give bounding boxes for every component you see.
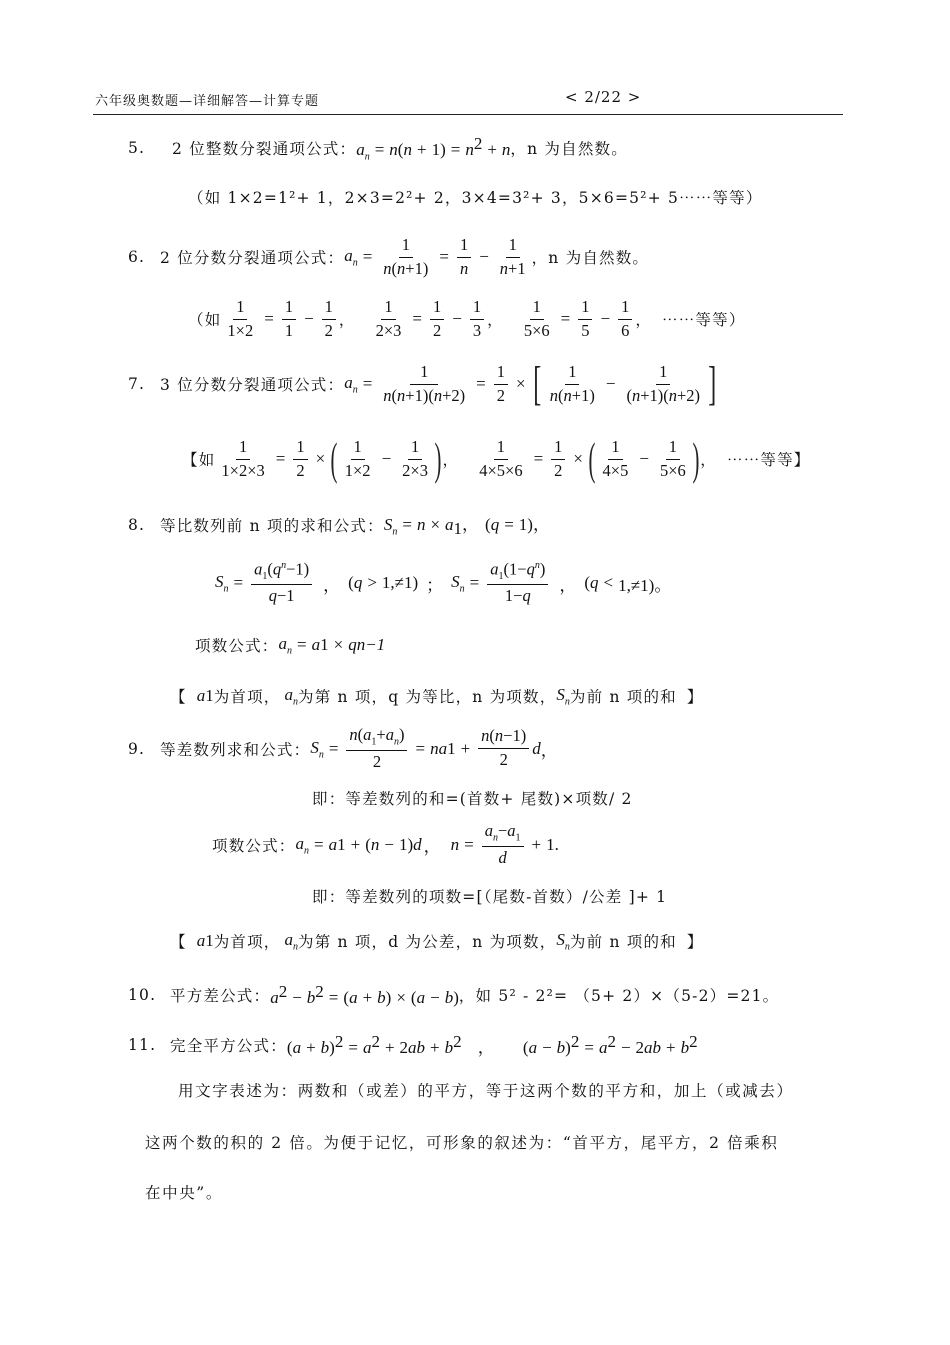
item-5-number: 5. — [128, 139, 146, 158]
item-9-legend-open: 【 — [170, 933, 187, 952]
item-6-example: （如 $\frac{1}{1\times 2}$ = $\frac{1}{1}$ − $\frac{1}{2}$ ， $\frac{1}{2\times 3}$ = $\frac{1}{2}$ − $\frac{1}{3}$ ， $\frac{1}{5\times 6}$ = $\frac{1}{5}$ − $\frac{1}{6}$ ， ⋯⋯等等） — [188, 297, 746, 340]
item-8-label: 等比数列前 n 项的求和公式： — [160, 516, 384, 535]
item-8-term-label: 项数公式： — [195, 637, 279, 656]
item-5-label: 2 位整数分裂通项公式： — [172, 140, 357, 159]
item-7-example-close: ⋯⋯等等】 — [727, 451, 811, 469]
item-7-label: 3 位分数分裂通项公式： — [160, 376, 345, 394]
item-6-tail: ，n 为自然数。 — [531, 249, 650, 268]
item-7-example-open: 【如 — [182, 451, 216, 469]
item-11-paragraph-line-1: 用文字表述为：两数和（或差）的平方，等于这两个数的平方和，加上（或减去） — [178, 1082, 794, 1100]
item-6-formula: $a_n$ = $\frac{1}{n(n+1)}$ = $\frac{1}{n}$ − $\frac{1}{n+1}$ — [344, 235, 526, 278]
item-11-paragraph-line-2: 这两个数的积的 2 倍。为便于记忆，可形象的叙述为：“首平方，尾平方，2 倍乘积 — [145, 1134, 779, 1152]
item-8-number: 8. — [128, 515, 146, 534]
item-6-example-open: （如 — [188, 311, 222, 330]
item-9-formula: $S_n$ = $\frac{n(a_1+a_n)}{2}$ = na 1 + $\frac{n(n-1)}{2}$ d ， — [310, 725, 558, 771]
item-9-legend: 【 a 1 为首项， $a_n$ 为第 n 项，d 为公差，n 为项数， $S_n$ 为前 n 项的和 】 — [170, 930, 704, 953]
item-11-number: 11. — [128, 1036, 157, 1055]
item-8-legend-open: 【 — [170, 688, 187, 707]
item-9-legend-close: 】 — [686, 933, 704, 952]
item-6-label: 2 位分数分裂通项公式： — [160, 249, 345, 268]
item-5-example: （如 1×2=1²+ 1，2×3=2²+ 2，3×4=3²+ 3，5×6=5²+ 5⋯⋯等等） — [188, 189, 763, 207]
item-8-formulas: $S_n$ = $\frac{a_1(q^n-1)}{q-1}$ ， ( q > 1,≠1) ； $S_n$ = $\frac{a_1(1-q^n)}{1-q}$ ， ( q < 1,≠1)。 — [215, 559, 672, 606]
item-7-example: 【如 $\frac{1}{1\times 2\times 3}$ = $\frac{1}{2}$ × ( $\frac{1}{1\times 2}$ − $\frac{1}{2\times 3}$ ) ， $\frac{1}{4\times 5\times 6}$ = $\frac{1}{2}$ × ( $\frac{1}{4\times 5}$ − $\frac{1}{5\times 6}$ ) ， ⋯⋯等等】 — [182, 433, 811, 484]
item-11-paragraph-line-3: 在中央”。 — [145, 1184, 223, 1202]
item-10-example: ，如 5² - 2²= （5+ 2）×（5-2）=21。 — [458, 987, 780, 1006]
item-8-legend: 【 a 1 为首项， $a_n$ 为第 n 项，q 为等比，n 为项数， $S_n$ 为前 n 项的和 】 — [170, 685, 704, 708]
item-5-tail: ，n 为自然数。 — [510, 140, 628, 159]
header-rule — [93, 114, 843, 115]
item-8 — [128, 510, 550, 539]
item-8-formula-q1: $S_n = n \times a_1$， (q = 1)， — [383, 515, 550, 539]
item-8-legend-sn: 为前 n 项的和 — [569, 688, 677, 707]
page-number: < 2/22 > — [565, 88, 642, 106]
item-11-formula: $(a + b)^2 = a^2 + 2ab + b^2$ ， $(a - b)^2 = a^2 - 2ab + b^2$ — [286, 1032, 698, 1058]
header-title: 六年级奥数题—详细解答—计算专题 — [95, 94, 320, 109]
item-5-formula: $a_n = n(n + 1) = n^2 + n$ — [356, 134, 511, 163]
item-10-label: 平方差公式： — [170, 987, 271, 1006]
item-10-formula: $a^2 - b^2 = (a + b) \times (a - b)$ — [270, 982, 459, 1008]
item-7-number: 7. — [128, 375, 146, 393]
item-9-legend-sn: 为前 n 项的和 — [569, 933, 677, 952]
item-8-legend-an: 为第 n 项，q 为等比，n 为项数， — [298, 688, 557, 707]
item-11 — [128, 1032, 698, 1058]
item-9 — [128, 726, 558, 772]
item-9-term-label: 项数公式： — [212, 836, 296, 855]
item-9-label: 等差数列求和公式： — [160, 740, 311, 759]
item-11-label: 完全平方公式： — [170, 1037, 287, 1056]
item-6 — [128, 236, 649, 279]
item-9-legend-a1: 为首项， — [213, 933, 281, 952]
item-9-note2: 即：等差数列的项数=[（尾数-首数）/公差 ]+ 1 — [312, 888, 668, 906]
item-10 — [128, 982, 779, 1008]
item-9-note1: 即：等差数列的和=(首数+ 尾数)×项数/ 2 — [312, 790, 633, 808]
item-7-formula: $a_n$ = $\frac{1}{n(n+1)(n+2)}$ = $\frac{1}{2}$ × [ $\frac{1}{n(n+1)}$ − $\frac{1}{(n+1)(n+2)}$ ] — [344, 357, 717, 410]
item-9-legend-an: 为第 n 项，d 为公差，n 为项数， — [298, 933, 557, 952]
item-5 — [128, 134, 628, 163]
item-7 — [128, 357, 719, 410]
item-6-number: 6. — [128, 248, 146, 267]
item-6-example-close: ⋯⋯等等） — [662, 311, 746, 330]
item-9-number: 9. — [128, 739, 146, 758]
item-8-legend-a1: 为首项， — [213, 688, 281, 707]
item-8-term: 项数公式： $a_n$ = a 1 × q n−1 — [195, 634, 386, 657]
item-10-number: 10. — [128, 986, 157, 1005]
item-8-legend-close: 】 — [686, 688, 704, 707]
item-9-term: 项数公式： $a_n$ = a 1 + ( n − 1) d ， n = $\frac{a_n-a_1}{d}$ + 1. — [212, 821, 559, 867]
